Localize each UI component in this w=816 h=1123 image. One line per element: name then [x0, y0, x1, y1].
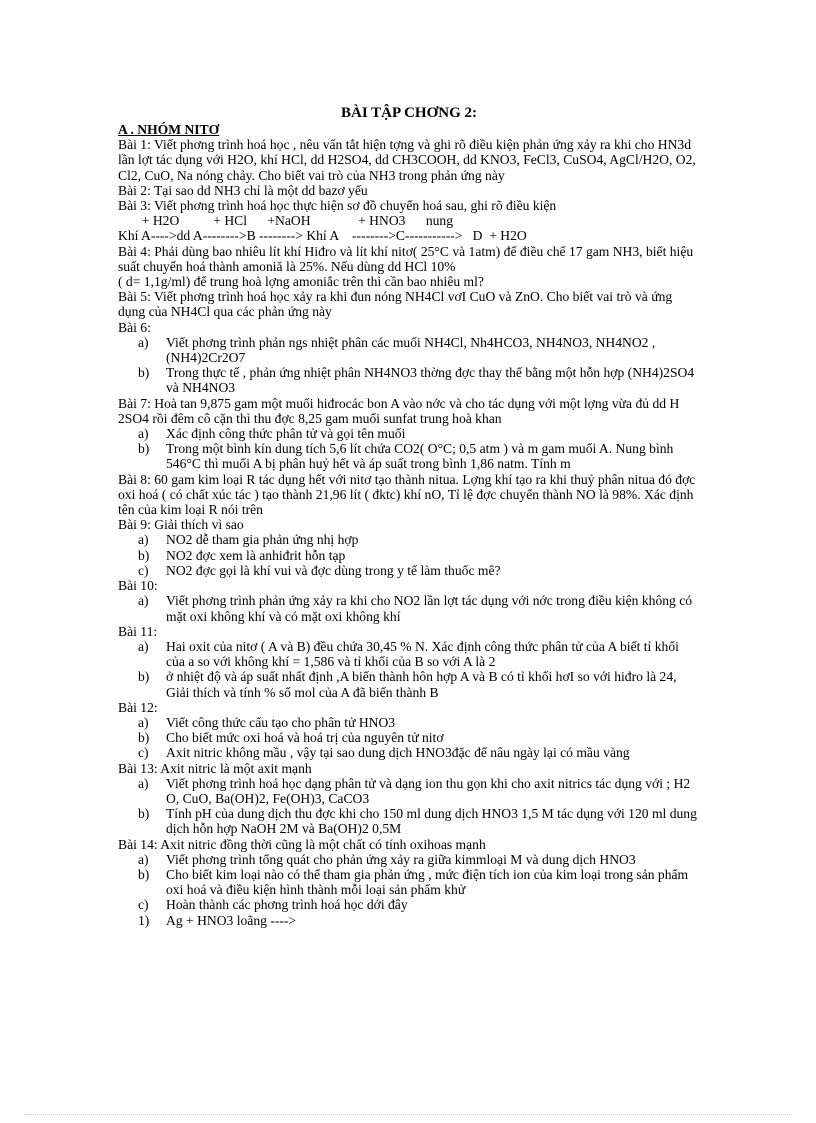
exercise-11: Bài 11: [118, 623, 158, 639]
exercise-14: Bài 14: Axit nitric đồng thời cũng là một chất có tính oxihoas mạnh [118, 836, 486, 852]
document-page [118, 104, 700, 928]
list-item: b) Cho biết kim loại nào có thể tham gia phản ứng , mức điện tích ion của kim loại trong sản phẩm oxi hoá và điều kiện hình thành mỗi loại sản phẩm khử [138, 866, 689, 898]
exercise-13: Bài 13: Axit nitric là một axit mạnh [118, 760, 312, 776]
list-item: b) Cho biết mức oxi hoá và hoá trị của nguyên tử nitơ [138, 730, 444, 746]
list-item: b) NO2 đợc xem là anhiđrit hỗn tạp [138, 547, 346, 563]
list-item: c) NO2 đợc gọi là khí vui và đợc dùng trong y tế làm thuốc mê? [138, 562, 501, 578]
list-item: a) Xác định công thức phân tử và gọi tên muối [138, 426, 406, 442]
list-item: a) NO2 dễ tham gia phản ứng nhị hợp [138, 532, 359, 548]
list-item: a) Viết phơng trình phản ứng xảy ra khi cho NO2 lần lợt tác dụng với nớc trong điều kiện không có mặt oxi không khí và có mặt oxi không khí [138, 593, 693, 624]
exercise-1: Bài 1: Viết phơng trình hoá học , nêu vẩn tắt hiện tợng và ghi rõ điều kiện phản ứng xảy ra khi cho HN3d lần lợt tác dụng với H2O, khí HCl, dd H2SO4, dd CH3COOH, dd KNO3, FeCl3, CuSO4, AgCl/H2O, O2, Cl2, CuO, Na nóng chảy. Cho biết vai trò của NH3 trong phản ứng này [118, 137, 696, 183]
exercise-4-continued: ( d= 1,1g/ml) để trung hoà lợng amoniắc trên thì cần bao nhiêu ml? [118, 274, 484, 290]
exercise-8: Bài 8: 60 gam kim loại R tác dụng hết với nitơ tạo thành nitua. Lợng khí tạo ra khi thuỷ phân nitua đó đợc oxi hoá ( có chất xúc tác ) tạo thành 21,96 lít ( đktc) khí nO, Tỉ lệ đợc chuyển thành NO là 98%. Xác định tên của kim loại R nói trên [118, 471, 696, 518]
exercise-9: Bài 9: Giải thích vì sao [118, 517, 244, 533]
list-item: b) Trong thực tế , phản ứng nhiệt phân NH4NO3 thờng đợc thay thế bằng một hỗn hợp (NH4)2SO4 và NH4NO3 [138, 365, 695, 396]
exercise-4: Bài 4: Phải dùng bao nhiêu lít khí Hiđro và lít khí nitơ( 25°C và 1atm) để điều chế 17 gam NH3, biết hiệu suất chuyển hoá thành amoniă là 25%. Nếu dùng dd HCl 10% [118, 243, 694, 274]
exercise-6: Bài 6: [118, 319, 151, 335]
list-item: a) Hai oxit của nitơ ( A và B) đều chứa 30,45 % N. Xác định công thức phân tử của A biết tỉ khối của a so với không khí = 1,586 và tỉ khối của B so với A là 2 [138, 638, 679, 670]
list-item: a) Viết phơng trình phản ngs nhiệt phân các muối NH4Cl, Nh4HCO3, NH4NO3, NH4NO2 , (NH4)2Cr2O7 [138, 334, 656, 366]
exercise-3: Bài 3: Viết phơng trình hoá học thực hiện sơ đồ chuyển hoá sau, ghi rõ điều kiện [118, 198, 557, 214]
page-bottom-divider [24, 1114, 792, 1115]
list-item: b) ở nhiệt độ và áp suất nhất định ,A biến thành hôn hợp A và B có tỉ khối hơI so với hiđro là 24, Giải thích và tính % số mol của A đã biến thành B [138, 669, 677, 700]
exercise-12: Bài 12: [118, 699, 158, 715]
exercise-5: Bài 5: Viết phơng trình hoá học xảy ra khi đun nóng NH4Cl vơI CuO và ZnO. Cho biết vai trò và ứng dụng của NH4Cl qua các phản ứng này [118, 289, 673, 320]
exercise-7: Bài 7: Hoà tan 9,875 gam một muối hiđrocác bon A vào nớc và cho tác dụng với một lợng vừa đủ dd H 2SO4 rồi đêm cô cặn thì thu đợc 8,25 gam muối sunfat trung hoà khan [118, 395, 680, 426]
exercise-10: Bài 10: [118, 578, 158, 594]
exercise-2: Bài 2: Tại sao dd NH3 chỉ là một dd bazơ yếu [118, 182, 368, 198]
section-heading: A . NHÓM NITƠ [118, 122, 220, 137]
list-item: c) Axit nitric không mầu , vậy tại sao dung dịch HNO3đặc để nâu ngày lại có mầu vàng [138, 745, 630, 761]
list-item: a) Viết phơng trình hoá học dạng phân tử và dạng ion thu gọn khi cho axit nitrics tác dụng với ; H2 O, CuO, Ba(OH)2, Fe(OH)3, CaCO3 [138, 775, 691, 806]
page-title: BÀI TẬP CHƠNG 2: [341, 105, 477, 121]
list-item: c) Hoàn thành các phơng trình hoá học dới đây [138, 897, 408, 913]
equation-item: 1) Ag + HNO3 loãng ----> [138, 912, 297, 928]
list-item: b) Tính pH của dung dịch thu đợc khi cho 150 ml dung dịch HNO3 1,5 M tác dụng với 120 ml dung dịch hỗn hợp NaOH 2M và Ba(OH)2 0,5M [138, 806, 697, 837]
list-item: a) Viết phơng trình tổng quát cho phản ứng xảy ra giữa kimmloại M và dung dịch HNO3 [138, 851, 636, 867]
list-item: b) Trong một bình kín dung tích 5,6 lít chứa CO2( O°C; 0,5 atm ) và m gam muối A. Nung bình 546°C thì muối A bị phân huỷ hết và áp suất trong bình 1,86 natm. Tính m [138, 441, 674, 472]
exercise-3-scheme: Khí A---->dd A-------->B --------> Khí A -------->C-----------> D + H2O [118, 228, 527, 244]
exercise-3-scheme-conditions: + H2O + HCl +NaOH + HNO3 nung [118, 213, 454, 229]
list-item: a) Viết công thức cấu tạo cho phân tử HNO3 [138, 714, 396, 730]
